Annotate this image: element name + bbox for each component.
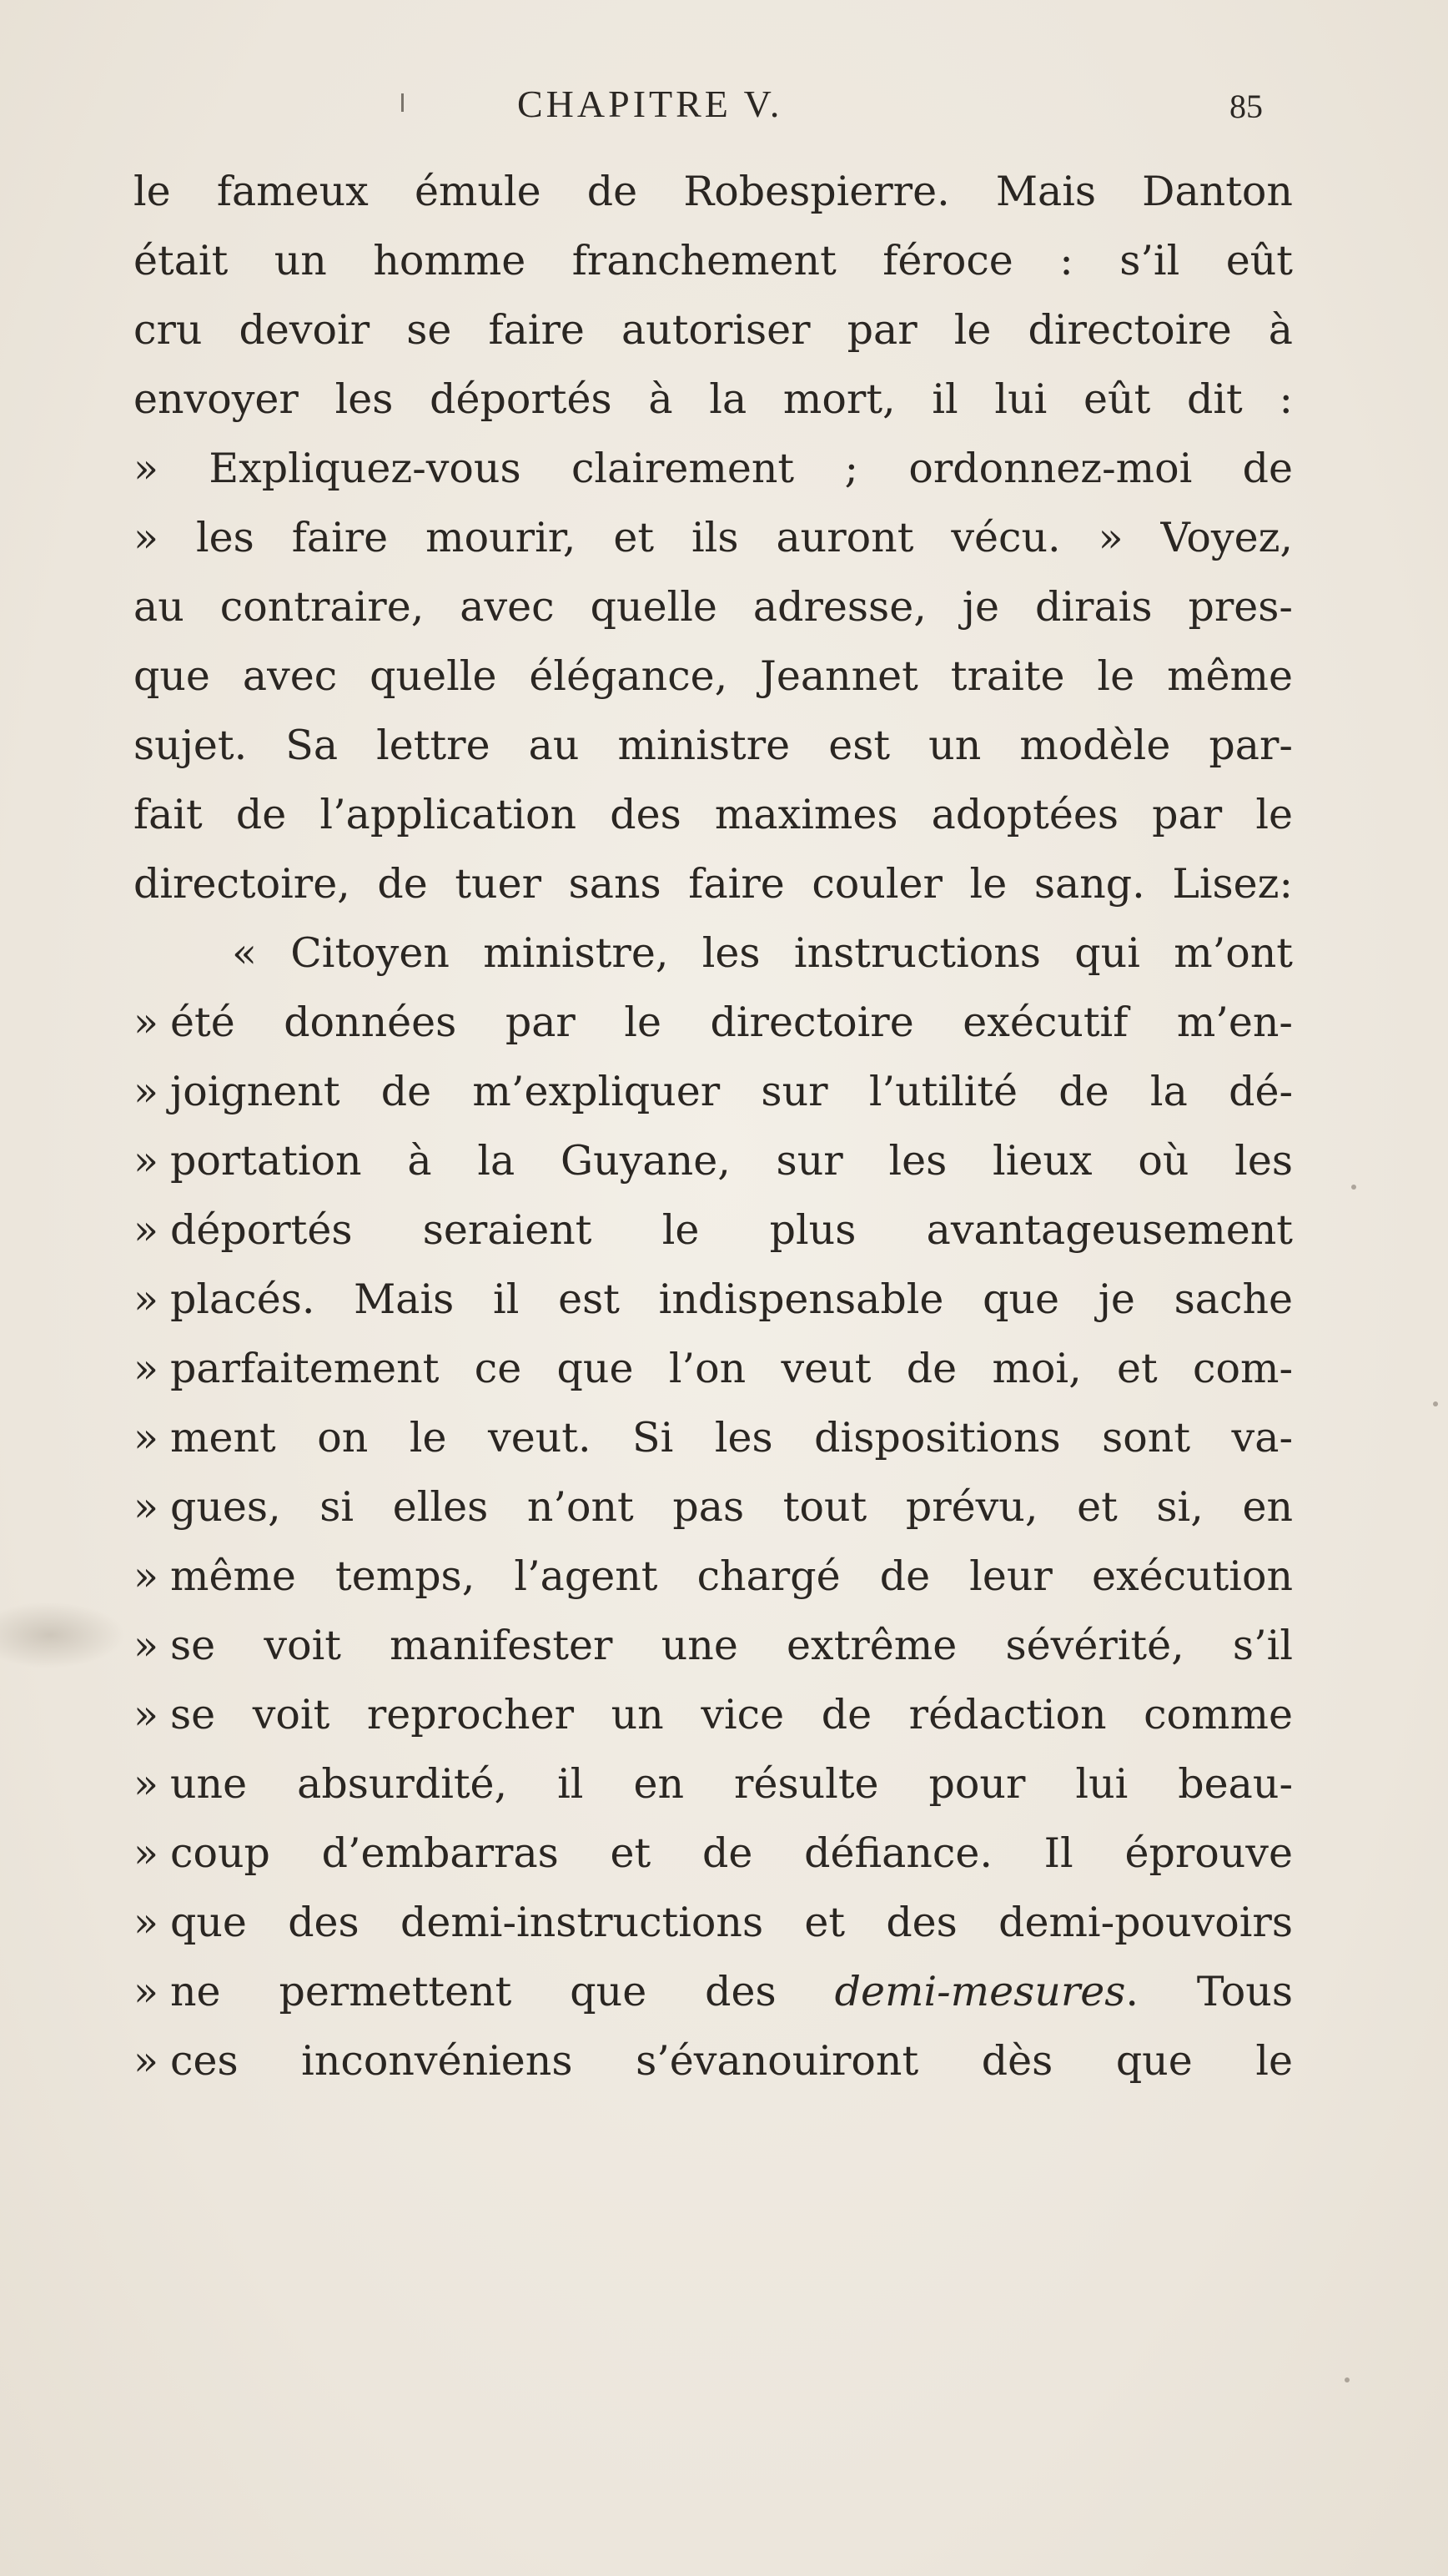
quote-line	[133, 1613, 1293, 1679]
text-line: » les faire mourir, et ils auront vécu. » Voyez,	[133, 514, 1293, 561]
page-number: 85	[1229, 88, 1263, 125]
text-line: fait de l’application des maximes adoptées par le	[133, 791, 1293, 838]
quote-mark: »	[133, 999, 158, 1046]
quote-mark: »	[133, 2037, 158, 2085]
quote-line	[133, 1682, 1293, 1748]
printing-mark	[401, 93, 404, 112]
quote-line	[133, 1474, 1293, 1541]
quote-line-text: déportés seraient le plus avantageusement	[170, 1206, 1293, 1254]
quote-line-text: ne permettent que des	[170, 1968, 835, 2015]
quote-mark: »	[133, 1552, 158, 1600]
text-line: au contraire, avec quelle adresse, je dirais pres-	[133, 583, 1293, 631]
quote-line-text: même temps, l’agent chargé de leur exécution	[170, 1552, 1293, 1600]
quote-mark: »	[133, 1068, 158, 1115]
quote-line	[133, 989, 1293, 1056]
quote-line-text: parfaitement ce que l’on veut de moi, et com-	[170, 1345, 1293, 1392]
quote-line	[133, 1751, 1293, 1818]
text-line: directoire, de tuer sans faire couler le sang. Lisez:	[133, 860, 1293, 908]
quote-line-text: se voit reprocher un vice de rédaction comme	[170, 1691, 1293, 1738]
text-line: envoyer les déportés à la mort, il lui eût dit :	[133, 375, 1293, 423]
quote-mark: »	[133, 1829, 158, 1877]
quote-mark: »	[133, 1968, 158, 2015]
quote-mark: »	[133, 1760, 158, 1808]
quote-mark: »	[133, 1622, 158, 1669]
quote-line-text: ces inconvéniens s’évanouiront dès que le	[170, 2037, 1293, 2085]
quote-line-text: gues, si elles n’ont pas tout prévu, et si, en	[170, 1483, 1293, 1531]
quote-line-text: une absurdité, il en résulte pour lui beau-	[170, 1760, 1293, 1808]
quote-line-text: se voit manifester une extrême sévérité, s’il	[170, 1622, 1293, 1669]
quote-mark: »	[133, 1899, 158, 1946]
quote-line-text: ment on le veut. Si les dispositions sont va-	[170, 1414, 1293, 1462]
running-title: CHAPITRE V.	[517, 83, 783, 125]
quote-mark: »	[133, 1206, 158, 1254]
quote-mark: »	[133, 1483, 158, 1531]
quote-mark: »	[133, 1691, 158, 1738]
text-line: cru devoir se faire autoriser par le directoire à	[133, 306, 1293, 354]
quote-line	[133, 1405, 1293, 1472]
text-line: que avec quelle élégance, Jeannet traite le même	[133, 652, 1293, 700]
quote-line	[133, 1820, 1293, 1887]
quote-line	[133, 1959, 1293, 2025]
page-speck	[1433, 1401, 1438, 1406]
quote-line-text: portation à la Guyane, sur les lieux où les	[170, 1137, 1293, 1185]
quote-opening-line: « Citoyen ministre, les instructions qui m’ont	[232, 929, 1293, 977]
quote-line	[133, 1543, 1293, 1610]
quote-mark: »	[133, 1275, 158, 1323]
text-line: » Expliquez-vous clairement ; ordonnez-moi de	[133, 445, 1293, 492]
text-line: sujet. Sa lettre au ministre est un modèle par-	[133, 722, 1293, 769]
quote-mark: »	[133, 1345, 158, 1392]
quote-mark: »	[133, 1137, 158, 1185]
italic-phrase: demi-mesures	[834, 1968, 1126, 2015]
quote-mark: »	[133, 1414, 158, 1462]
page-smudge	[0, 1602, 125, 1668]
quote-line	[133, 1336, 1293, 1402]
quote-line	[133, 1128, 1293, 1195]
text-line: le fameux émule de Robespierre. Mais Danton	[133, 168, 1293, 215]
quote-line	[133, 2028, 1293, 2095]
quote-line-text: . Tous	[1125, 1968, 1293, 2015]
quote-line-text: joignent de m’expliquer sur l’utilité de la dé-	[170, 1068, 1293, 1115]
quote-line-text: coup d’embarras et de défiance. Il éprouve	[170, 1829, 1293, 1877]
quote-line-text: été données par le directoire exécutif m’en-	[170, 999, 1293, 1046]
page-speck	[1345, 2377, 1350, 2382]
quote-line	[133, 1197, 1293, 1264]
quote-line	[133, 1266, 1293, 1333]
quote-line	[133, 1889, 1293, 1956]
page-header	[0, 82, 1448, 157]
page-speck	[1351, 1185, 1356, 1190]
quote-line	[133, 1059, 1293, 1125]
quote-line-text: placés. Mais il est indispensable que je sache	[170, 1275, 1293, 1323]
quote-line-text: que des demi-instructions et des demi-pouvoirs	[170, 1899, 1293, 1946]
text-line: était un homme franchement féroce : s’il eût	[133, 237, 1293, 284]
